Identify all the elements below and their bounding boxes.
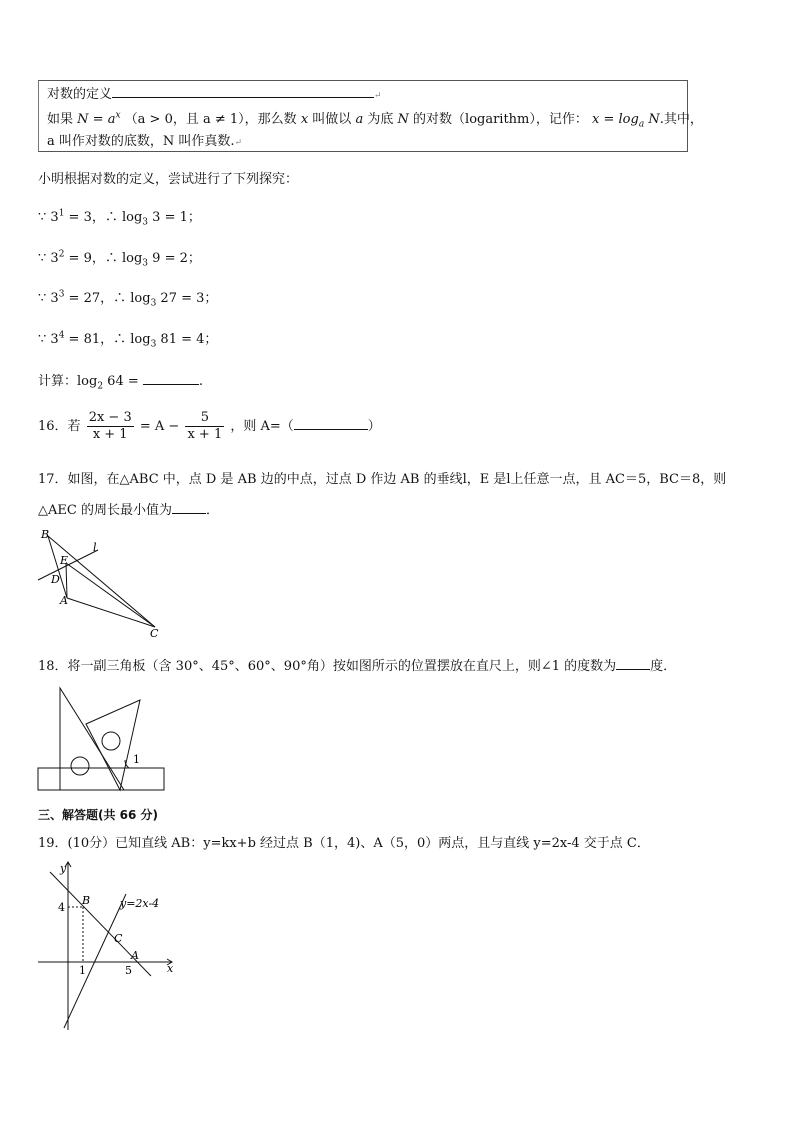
label-4: 4 <box>58 901 65 914</box>
segment-ec <box>66 563 155 627</box>
segment-bc <box>48 536 155 627</box>
compute-line: 计算：$\log_2 64$ = . <box>38 374 204 392</box>
step-3: ∵ $3^3 = 27$，∴ $\log_3 27 = 3$； <box>38 289 218 309</box>
circle-right <box>102 732 120 750</box>
question-19: 19．(10分）已知直线 AB：y=kx+b 经过点 B（1，4)、A（5，0）两点，且与直线 y=2x-4 交于点 C． <box>38 836 650 851</box>
label-line-equation: y=2x-4 <box>120 897 160 910</box>
ruler <box>38 768 164 790</box>
label-c: C <box>150 627 159 640</box>
label-1: 1 <box>79 964 86 977</box>
figure-q19 <box>36 858 181 1034</box>
definition-title-row: 对数的定义 ↵ <box>47 87 382 102</box>
label-d: D <box>51 573 60 586</box>
question-17-line-1: 17．如图，在△ABC 中，点 D 是 AB 边的中点，过点 D 作边 AB 的垂线l，E 是l上任意一点，且 AC＝5，BC＝8，则 <box>38 472 727 487</box>
figure-q18 <box>36 684 168 794</box>
answer-blank-16[interactable] <box>294 417 368 430</box>
definition-box <box>38 80 703 152</box>
fraction-2: $\frac{5}{x + 1}$ <box>187 410 223 442</box>
label-a: A <box>60 594 68 607</box>
label-l: l <box>93 541 97 554</box>
intro-text: 小明根据对数的定义，尝试进行了下列探究： <box>38 172 299 187</box>
answer-blank-compute[interactable] <box>143 372 199 385</box>
figure-q17 <box>30 524 170 644</box>
label-e: E <box>60 554 69 567</box>
label-c: C <box>114 932 123 945</box>
answer-blank-17[interactable] <box>172 501 206 514</box>
step-2: ∵ $3^2 = 9$，∴ $\log_3 9 = 2$； <box>38 249 201 269</box>
question-16: 16．若 $\frac{2x - 3}{x + 1}$ = A − $\frac{5}{x + 1}$ ，则 A=（ ） <box>38 410 381 442</box>
step-4: ∵ $3^4 = 81$，∴ $\log_3 81 = 4$； <box>38 330 218 350</box>
circle-left <box>71 757 89 775</box>
title-underline <box>112 85 374 98</box>
step-1: ∵ $3^1 = 3$，∴ $\log_3 3 = 1$； <box>38 208 201 228</box>
definition-line-2: a 叫作对数的底数，N 叫作真数.↵ <box>47 134 243 149</box>
answer-blank-18[interactable] <box>616 657 650 670</box>
segment-ac <box>67 598 155 627</box>
triangle-30-60 <box>60 688 124 790</box>
label-x: x <box>167 962 174 975</box>
triangle-45 <box>86 700 140 790</box>
fraction-1: $\frac{2x - 3}{x + 1}$ <box>88 410 132 442</box>
segment-ae <box>66 563 67 598</box>
question-18: 18．将一副三角板（含 30°、45°、60°、90°角）按如图所示的位置摆放在直尺上，则∠1 的度数为 度． <box>38 659 677 674</box>
definition-title: 对数的定义 <box>47 87 113 102</box>
question-17-line-2: △AEC 的周长最小值为 ． <box>38 503 219 518</box>
section-3-heading: 三、解答题(共 66 分) <box>38 808 159 822</box>
label-b: B <box>82 894 91 907</box>
definition-line-1: 如果 $N = a^x$ （a > 0，且 a ≠ 1），那么数 x 叫做以 a 为底 N 的对数（logarithm），记作： $x = \log_a N$.其中， <box>47 110 703 130</box>
label-y: y <box>60 862 67 875</box>
angle-1-label: 1 <box>133 753 140 766</box>
line-y-2x-4 <box>64 894 126 1028</box>
label-a: A <box>131 949 139 962</box>
label-5: 5 <box>125 964 132 977</box>
label-b: B <box>41 528 50 541</box>
